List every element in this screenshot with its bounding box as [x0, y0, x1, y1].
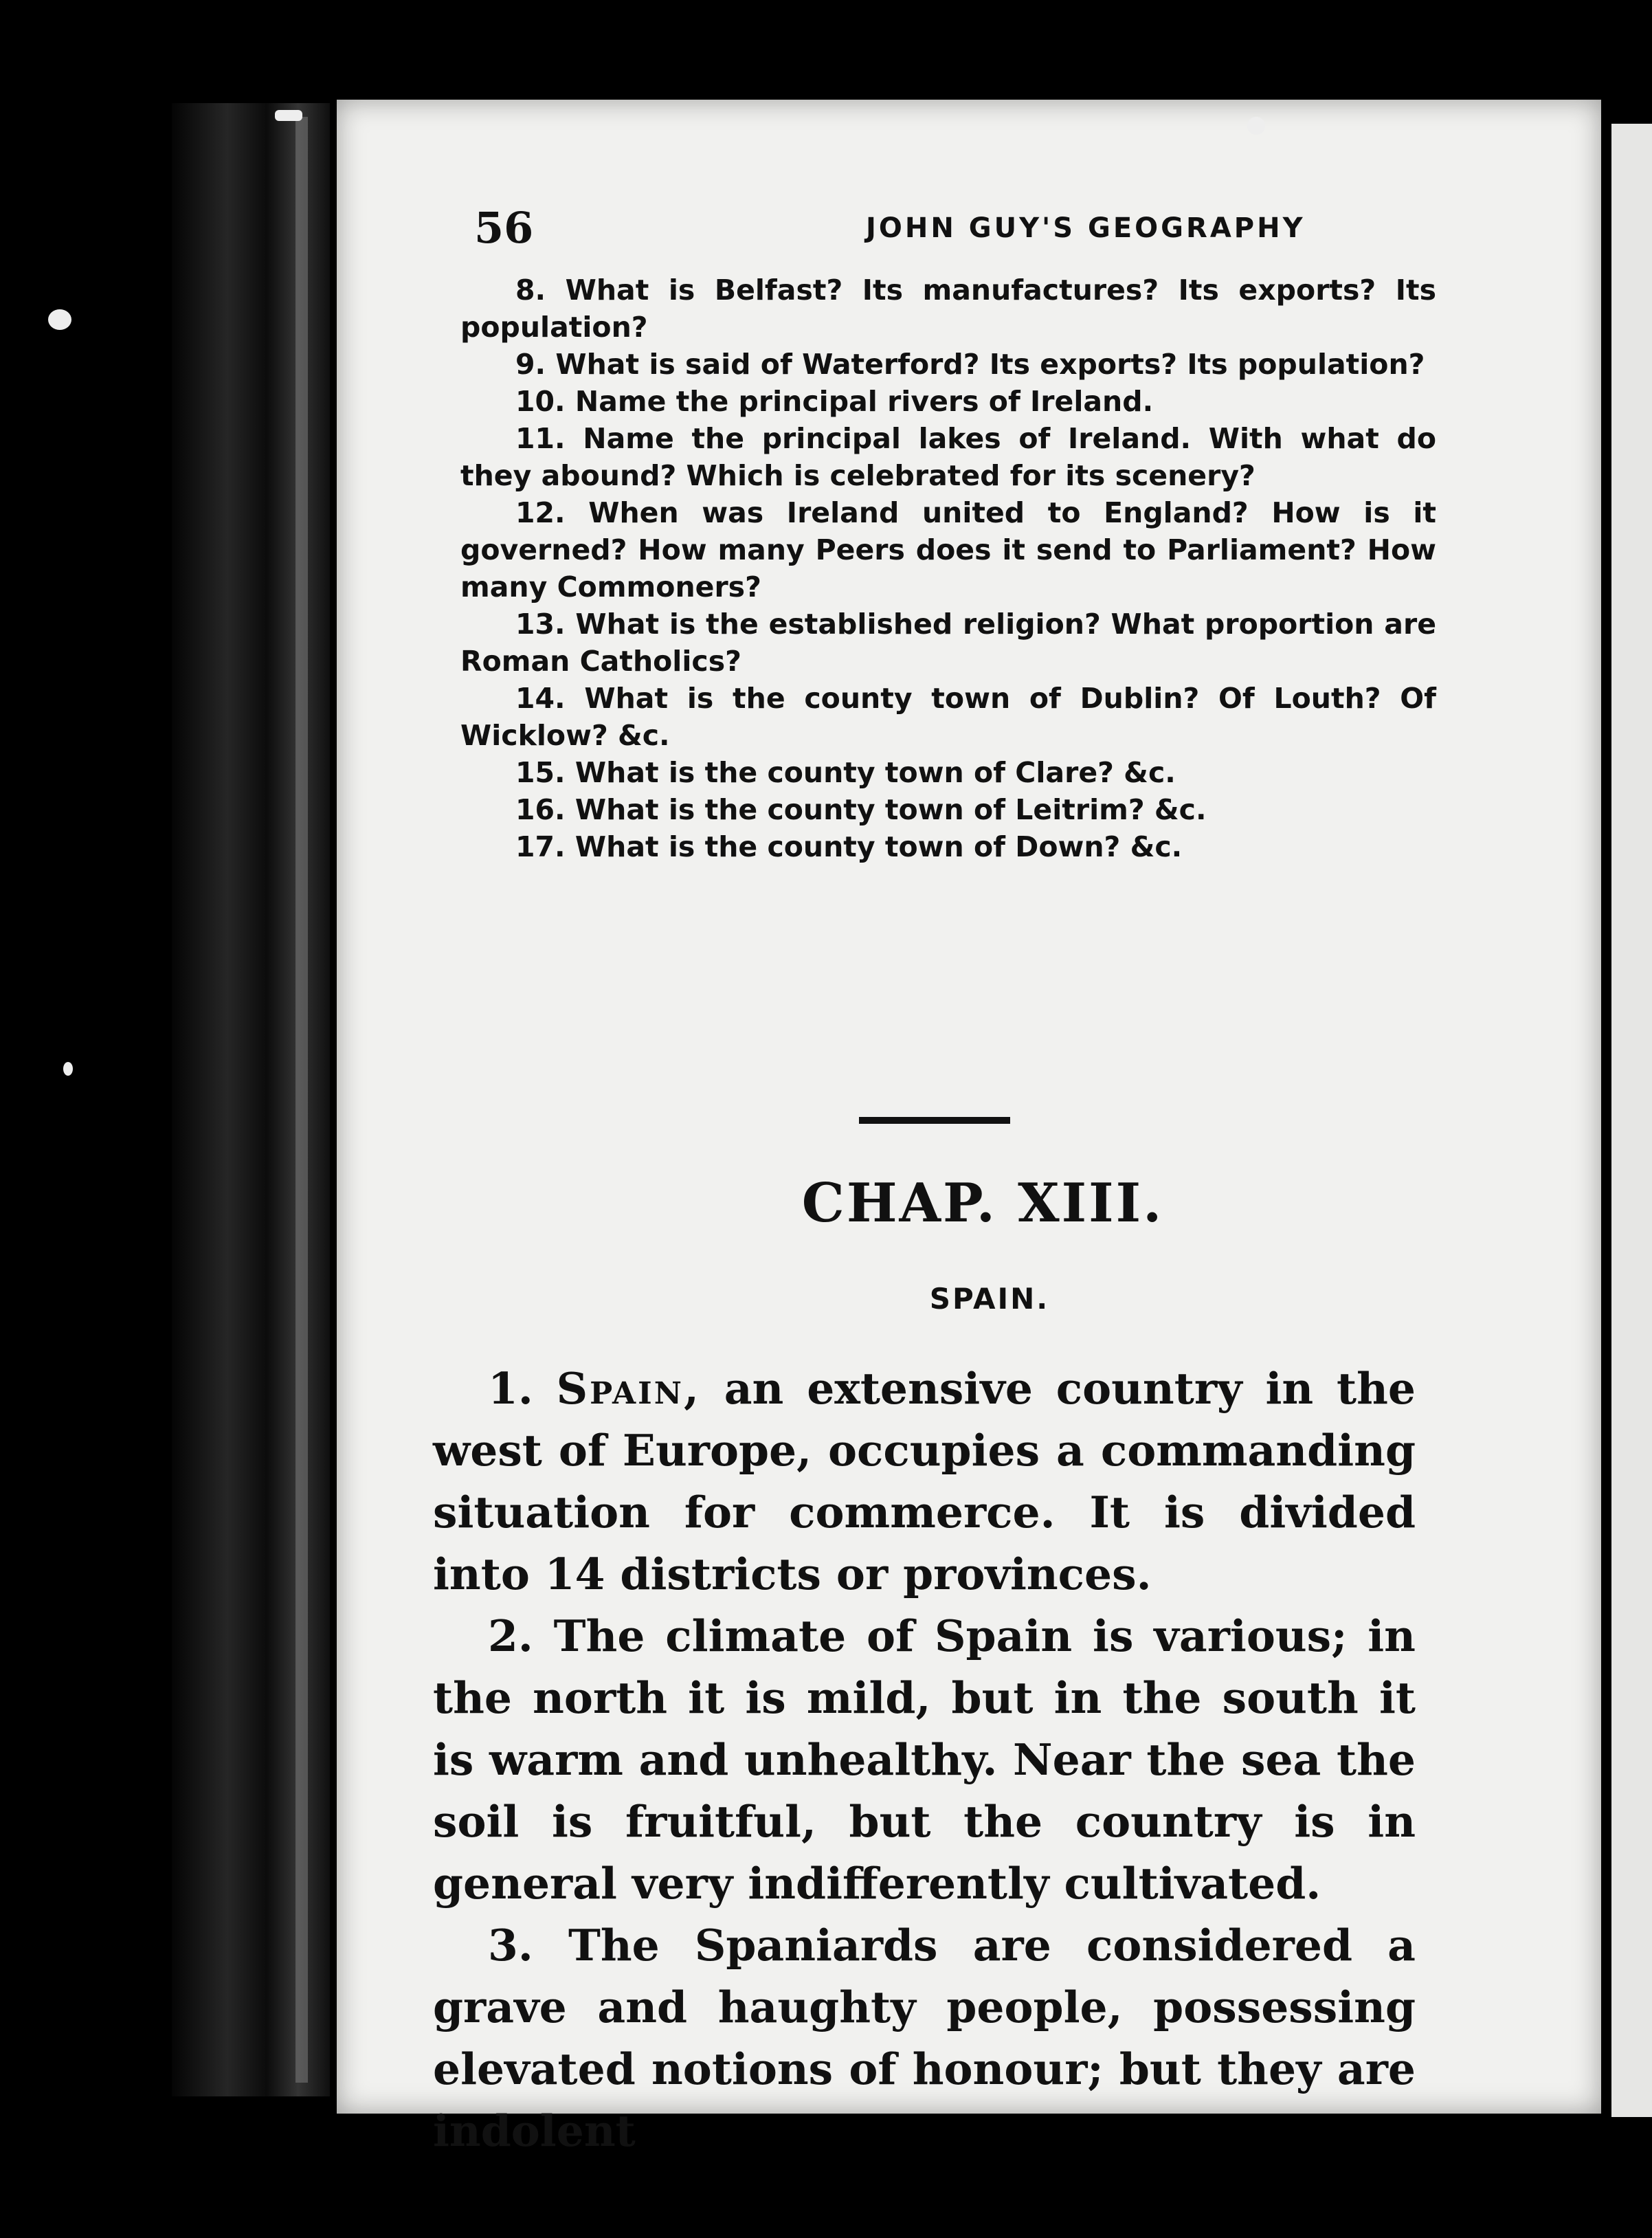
paragraph	[433, 1358, 1416, 1605]
section-divider	[859, 1117, 1010, 1124]
spine-edge	[295, 117, 308, 2083]
chapter-title: CHAP. XIII.	[801, 1172, 1164, 1234]
scan-speck	[48, 309, 71, 330]
running-head: JOHN GUY'S GEOGRAPHY	[866, 212, 1306, 244]
question-item: 10. Name the principal rivers of Ireland.	[515, 385, 1154, 418]
chapter-body	[433, 1358, 1416, 2162]
section-title: SPAIN.	[929, 1282, 1050, 1316]
question-item: 17. What is the county town of Down? &c.	[515, 830, 1183, 863]
scan-speck	[1247, 117, 1265, 135]
question-item: 14. What is the county town of Dublin? Of Louth? Of Wicklow? &c.	[460, 682, 1436, 752]
paragraph	[433, 1914, 1416, 2162]
adjacent-page	[1611, 124, 1652, 2117]
review-questions	[460, 272, 1436, 865]
scan-speck	[275, 110, 302, 121]
page-header	[474, 203, 1546, 258]
paragraph-lead: Spain,	[556, 1363, 701, 1414]
question-item: 8. What is Belfast? Its manufactures? Its exports? Its population?	[460, 274, 1436, 344]
question-item: 13. What is the established religion? What proportion are Roman Catholics?	[460, 608, 1436, 678]
paragraph-number: 2.	[488, 1610, 533, 1661]
paragraph	[433, 1605, 1416, 1914]
question-item: 12. When was Ireland united to England? How is it governed? How many Peers does it send to Parliament? How many Commoners?	[460, 496, 1436, 603]
paragraph-text: an extensive country in the west of Europe, occupies a commanding situation for commerce. It is divided into 14 districts or provinces.	[433, 1363, 1416, 1599]
scan-speck	[63, 1062, 73, 1076]
paragraph-text: The climate of Spain is various; in the north it is mild, but in the south it is warm and unhealthy. Near the sea the soil is fruitful, but the country is in general very indifferently cultivated.	[433, 1610, 1416, 1909]
question-item: 15. What is the county town of Clare? &c.	[515, 756, 1176, 789]
book-page	[337, 100, 1601, 2156]
paragraph-text: The Spaniards are considered a grave and haughty people, possessing elevated notions of honour; but they are indolent	[433, 1920, 1416, 2156]
page-number: 56	[474, 203, 534, 253]
question-item: 11. Name the principal lakes of Ireland. With what do they abound? Which is celebrated for its scenery?	[460, 422, 1436, 492]
paragraph-number: 1.	[488, 1363, 533, 1414]
paragraph-number: 3.	[488, 1920, 533, 1971]
question-item: 9. What is said of Waterford? Its exports? Its population?	[515, 348, 1425, 381]
question-item: 16. What is the county town of Leitrim? &c.	[515, 793, 1207, 826]
